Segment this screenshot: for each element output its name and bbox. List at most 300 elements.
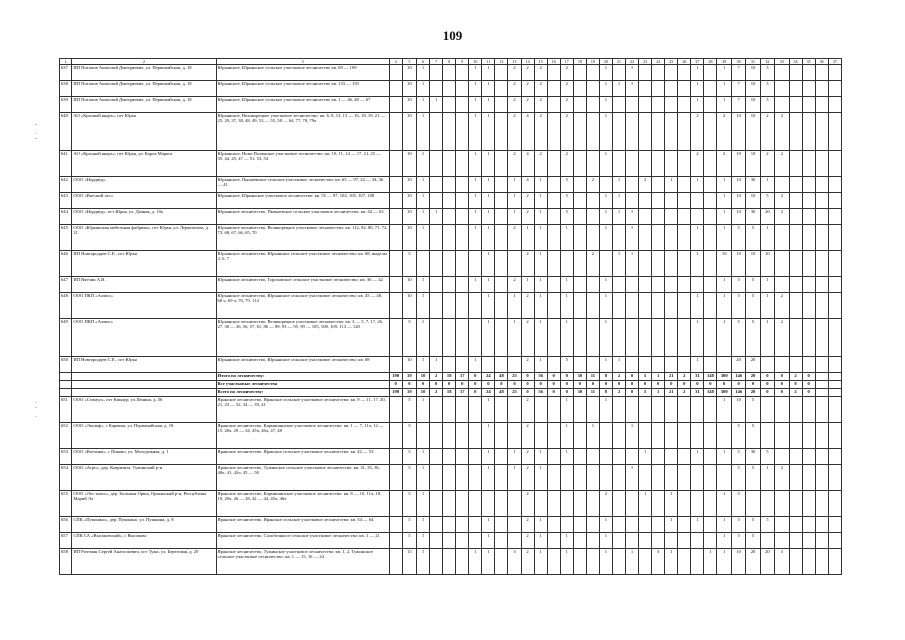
row-number: 645: [60, 225, 72, 251]
totals-value: 0: [760, 381, 774, 389]
location-cell: Юрьянское лесничество, Юрьянское сельское участковое лесничество: кв. 68: [216, 357, 389, 373]
value-cell: [815, 423, 828, 449]
totals-value: 2: [789, 389, 802, 397]
value-cell: 1: [599, 277, 612, 293]
value-cell: 1: [717, 65, 731, 81]
value-cell: [469, 293, 482, 319]
value-cell: [678, 97, 691, 113]
totals-value: 0: [678, 381, 691, 389]
value-cell: [639, 549, 652, 575]
value-cell: [389, 177, 402, 193]
location-cell: Юрьянское лесничество, Пышаевское сельское участковое лесничество: кв. 42 — 63: [216, 209, 389, 225]
value-cell: [704, 423, 717, 449]
totals-label: Итого по лесничеству:: [216, 373, 389, 381]
value-cell: [469, 251, 482, 277]
value-cell: 1: [665, 549, 678, 575]
value-cell: 1: [417, 533, 430, 549]
value-cell: 5: [760, 449, 774, 465]
value-cell: 1: [534, 357, 547, 373]
value-cell: [547, 97, 560, 113]
value-cell: [389, 319, 402, 357]
value-cell: [815, 177, 828, 193]
value-cell: 1: [417, 517, 430, 533]
value-cell: 1: [482, 293, 495, 319]
value-cell: [665, 151, 678, 177]
value-cell: [456, 97, 469, 113]
totals-value: 0: [508, 381, 521, 389]
value-cell: 1: [534, 177, 547, 193]
value-cell: [665, 97, 678, 113]
organization-cell: ООО «Эмсюф», с Кармиш, ул. Первомайская, д. 18: [72, 423, 216, 449]
value-cell: [389, 113, 402, 151]
value-cell: 1: [508, 449, 521, 465]
value-cell: 2: [691, 151, 704, 177]
value-cell: [508, 491, 521, 517]
totals-value: 0: [417, 381, 430, 389]
value-cell: [678, 225, 691, 251]
value-cell: [704, 113, 717, 151]
value-cell: 1: [717, 319, 731, 357]
value-cell: [573, 193, 586, 209]
value-cell: [456, 225, 469, 251]
value-cell: 5: [560, 177, 573, 193]
value-cell: 5: [731, 517, 745, 533]
value-cell: [430, 65, 443, 81]
value-cell: [495, 549, 508, 575]
value-cell: [573, 423, 586, 449]
location-cell: Яранское лесничество, Кармишинское участковое лесничество: кв. 8 — 10, 11ч, 18, 19, 20ч, 26 — 28, 42 — 44, 45ч, 46ч: [216, 491, 389, 517]
value-cell: 10: [731, 177, 745, 193]
value-cell: 1: [482, 209, 495, 225]
location-cell: Яранское лесничество, Яранское сельское участковое лесничество: кв. 9 — 11, 17, 20, 21, 23 — 32, 34 — 39, 41: [216, 397, 389, 423]
value-cell: [612, 65, 625, 81]
value-cell: [430, 251, 443, 277]
value-cell: [443, 177, 456, 193]
value-cell: [789, 293, 802, 319]
value-cell: 4: [521, 151, 534, 177]
value-cell: 2: [775, 293, 789, 319]
value-cell: 10: [402, 81, 416, 97]
value-cell: 20: [746, 549, 760, 575]
value-cell: 1: [586, 423, 599, 449]
value-cell: [639, 97, 652, 113]
value-cell: [652, 81, 665, 97]
value-cell: [586, 397, 599, 423]
value-cell: [665, 357, 678, 373]
value-cell: [626, 293, 639, 319]
value-cell: [586, 465, 599, 491]
value-cell: [443, 209, 456, 225]
value-cell: [389, 97, 402, 113]
totals-value: 31: [691, 373, 704, 381]
value-cell: 1: [717, 293, 731, 319]
value-cell: [789, 151, 802, 177]
value-cell: [639, 357, 652, 373]
value-cell: 1: [691, 449, 704, 465]
value-cell: [547, 65, 560, 81]
row-number: 641: [60, 151, 72, 177]
value-cell: [430, 113, 443, 151]
value-cell: [652, 113, 665, 151]
margin-mark: · ˉ ·: [35, 399, 38, 421]
value-cell: 1: [469, 277, 482, 293]
value-cell: [828, 549, 841, 575]
value-cell: [456, 81, 469, 97]
value-cell: [469, 491, 482, 517]
organization-cell: СПК «Пушкино», дер. Пушкино, ул. Пушкина, д. 8: [72, 517, 216, 533]
value-cell: 1: [599, 225, 612, 251]
column-number: 6: [417, 59, 430, 65]
value-cell: [828, 65, 841, 81]
totals-value: 56: [534, 389, 547, 397]
value-cell: 1: [534, 449, 547, 465]
value-cell: [547, 225, 560, 251]
value-cell: [547, 423, 560, 449]
value-cell: [639, 277, 652, 293]
value-cell: [430, 423, 443, 449]
value-cell: 1: [482, 113, 495, 151]
value-cell: [469, 465, 482, 491]
value-cell: 1: [665, 177, 678, 193]
value-cell: 1: [560, 397, 573, 423]
value-cell: [456, 177, 469, 193]
value-cell: [560, 251, 573, 277]
value-cell: 1: [704, 549, 717, 575]
value-cell: 1: [469, 357, 482, 373]
value-cell: [815, 209, 828, 225]
value-cell: [691, 533, 704, 549]
totals-value: 0: [521, 373, 534, 381]
value-cell: 2: [717, 113, 731, 151]
value-cell: [652, 177, 665, 193]
value-cell: [456, 465, 469, 491]
totals-value: 1: [652, 389, 665, 397]
value-cell: 1: [760, 277, 774, 293]
table-row: [60, 293, 842, 319]
location-cell: Юрьянское лесничество, Юрьянское сельское участковое лесничество: кв. 68, выделы 3, 6, 7: [216, 251, 389, 277]
organization-cell: АО «Красный якорь», пгт Юрья, ул. Карла Маркса: [72, 151, 216, 177]
value-cell: 2: [760, 113, 774, 151]
value-cell: [652, 277, 665, 293]
value-cell: [389, 209, 402, 225]
value-cell: [652, 251, 665, 277]
value-cell: [586, 533, 599, 549]
value-cell: [456, 251, 469, 277]
organization-cell: АО «Красный якорь», пгт Юрья: [72, 113, 216, 151]
value-cell: 20: [746, 357, 760, 373]
value-cell: [389, 449, 402, 465]
value-cell: [828, 423, 841, 449]
value-cell: [802, 533, 815, 549]
value-cell: 1: [508, 177, 521, 193]
value-cell: 2: [521, 65, 534, 81]
value-cell: [612, 491, 625, 517]
value-cell: 1: [417, 81, 430, 97]
value-cell: [691, 277, 704, 293]
value-cell: [586, 357, 599, 373]
value-cell: 2: [521, 319, 534, 357]
value-cell: 2: [775, 151, 789, 177]
value-cell: 7: [731, 81, 745, 97]
value-cell: [802, 151, 815, 177]
totals-value: 2: [678, 373, 691, 381]
value-cell: [495, 397, 508, 423]
value-cell: [495, 65, 508, 81]
value-cell: [691, 549, 704, 575]
value-cell: [828, 357, 841, 373]
value-cell: [789, 193, 802, 209]
value-cell: [815, 193, 828, 209]
value-cell: [815, 549, 828, 575]
value-cell: [704, 193, 717, 209]
value-cell: 2: [534, 97, 547, 113]
value-cell: [678, 251, 691, 277]
value-cell: 2: [508, 65, 521, 81]
value-cell: [389, 491, 402, 517]
value-cell: 10: [402, 113, 416, 151]
value-cell: [573, 449, 586, 465]
value-cell: 10: [731, 397, 745, 423]
table-row: [60, 465, 842, 491]
value-cell: [760, 357, 774, 373]
totals-value: 0: [521, 389, 534, 397]
value-cell: 1: [560, 423, 573, 449]
totals-value: 0: [760, 389, 774, 397]
value-cell: 5: [731, 465, 745, 491]
value-cell: 1: [612, 81, 625, 97]
value-cell: [775, 81, 789, 97]
value-cell: 1: [469, 81, 482, 97]
value-cell: 2: [586, 251, 599, 277]
value-cell: [678, 465, 691, 491]
value-cell: [775, 65, 789, 81]
value-cell: [639, 209, 652, 225]
value-cell: [573, 533, 586, 549]
value-cell: [456, 449, 469, 465]
value-cell: [639, 517, 652, 533]
totals-value: 0: [547, 389, 560, 397]
value-cell: [626, 177, 639, 193]
value-cell: [704, 533, 717, 549]
value-cell: [789, 209, 802, 225]
organization-cell: [72, 381, 216, 389]
value-cell: [547, 397, 560, 423]
location-cell: Яранское лесничество, Тужинское сельское участковое лесничество: кв. 31, 35, 36, 40ч, 41, 42ч, 45 — 50: [216, 465, 389, 491]
value-cell: 1: [639, 491, 652, 517]
value-cell: [547, 193, 560, 209]
value-cell: [828, 151, 841, 177]
value-cell: 10: [402, 209, 416, 225]
value-cell: [652, 491, 665, 517]
value-cell: [443, 225, 456, 251]
value-cell: [547, 517, 560, 533]
totals-value: 0: [547, 373, 560, 381]
value-cell: [665, 251, 678, 277]
value-cell: [828, 491, 841, 517]
value-cell: [828, 113, 841, 151]
value-cell: [586, 491, 599, 517]
value-cell: [389, 193, 402, 209]
value-cell: [789, 65, 802, 81]
value-cell: 10: [746, 151, 760, 177]
row-number: 654: [60, 465, 72, 491]
row-number: 650: [60, 357, 72, 373]
totals-value: 146: [731, 373, 745, 381]
value-cell: [547, 319, 560, 357]
totals-value: 0: [775, 381, 789, 389]
value-cell: 5: [746, 517, 760, 533]
value-cell: 1: [560, 277, 573, 293]
value-cell: [802, 319, 815, 357]
value-cell: [789, 449, 802, 465]
value-cell: [775, 397, 789, 423]
value-cell: 1: [599, 319, 612, 357]
value-cell: [652, 357, 665, 373]
column-number: 22: [626, 59, 639, 65]
totals-value: 0: [430, 381, 443, 389]
value-cell: 4: [521, 113, 534, 151]
column-number: 24: [652, 59, 665, 65]
value-cell: 5: [731, 293, 745, 319]
totals-value: 8: [599, 373, 612, 381]
organization-cell: ООО «Вотчина», с Пиково, ул. Молодежная, д. 1: [72, 449, 216, 465]
totals-value: 0: [560, 373, 573, 381]
value-cell: [704, 491, 717, 517]
value-cell: [573, 277, 586, 293]
value-cell: [789, 225, 802, 251]
value-cell: [802, 193, 815, 209]
column-number: 34: [789, 59, 802, 65]
value-cell: 1: [760, 319, 774, 357]
value-cell: [573, 151, 586, 177]
value-cell: [495, 113, 508, 151]
value-cell: [495, 193, 508, 209]
value-cell: [599, 423, 612, 449]
value-cell: 2: [521, 293, 534, 319]
location-cell: Юрьянское лесничество, Великорецкое участковое лесничество: кв. 3 — 5, 7, 17, 26, 27, 30 — 36, 56, 57, 61, 86 — 89, 93 — 95, 99 — 105, 108, 109, 113 — 120: [216, 319, 389, 357]
row-number: [60, 373, 72, 381]
location-cell: Яранское лесничество, Тужинское участковое лесничество: кв. 1, 2, Тужинское сельское участковое лесничество: кв. 1 — 15, 16 — 24: [216, 549, 389, 575]
value-cell: 1: [612, 209, 625, 225]
value-cell: 1: [417, 225, 430, 251]
value-cell: 7: [731, 97, 745, 113]
totals-row: [60, 373, 842, 381]
value-cell: [815, 277, 828, 293]
location-cell: Яранское лесничество, Салобеляксое сельское участковое лесничество: кв. 1 — 21: [216, 533, 389, 549]
totals-value: [828, 373, 841, 381]
value-cell: 2: [521, 97, 534, 113]
value-cell: 1: [626, 209, 639, 225]
value-cell: [495, 81, 508, 97]
value-cell: [456, 397, 469, 423]
value-cell: [469, 319, 482, 357]
value-cell: [389, 293, 402, 319]
value-cell: 2: [521, 517, 534, 533]
value-cell: [443, 113, 456, 151]
column-number: 18: [573, 59, 586, 65]
value-cell: 1: [482, 277, 495, 293]
value-cell: [626, 97, 639, 113]
value-cell: [815, 357, 828, 373]
value-cell: 5: [760, 193, 774, 209]
value-cell: [547, 465, 560, 491]
value-cell: 2: [521, 465, 534, 491]
totals-value: 5: [639, 373, 652, 381]
value-cell: [639, 81, 652, 97]
value-cell: [612, 319, 625, 357]
value-cell: 1: [482, 465, 495, 491]
column-number: 1: [60, 59, 72, 65]
value-cell: [495, 151, 508, 177]
value-cell: [430, 517, 443, 533]
value-cell: [456, 549, 469, 575]
totals-value: 0: [626, 389, 639, 397]
value-cell: 20: [760, 549, 774, 575]
value-cell: 10: [402, 277, 416, 293]
totals-row: [60, 381, 842, 389]
value-cell: [789, 423, 802, 449]
value-cell: [678, 533, 691, 549]
location-cell: Юрьянское, Юрьянское сельское участковое лесничество кв. 1 — 46, 48 — 67: [216, 97, 389, 113]
value-cell: 1: [417, 97, 430, 113]
value-cell: [612, 97, 625, 113]
value-cell: [495, 423, 508, 449]
column-number: 9: [456, 59, 469, 65]
row-number: 651: [60, 397, 72, 423]
totals-value: 300: [717, 373, 731, 381]
totals-value: 148: [704, 389, 717, 397]
value-cell: 1: [612, 251, 625, 277]
totals-value: 20: [746, 373, 760, 381]
value-cell: [547, 533, 560, 549]
totals-value: 25: [508, 389, 521, 397]
value-cell: 2: [560, 151, 573, 177]
value-cell: [389, 151, 402, 177]
value-cell: 5: [746, 397, 760, 423]
value-cell: [456, 491, 469, 517]
value-cell: 1: [417, 113, 430, 151]
column-number: 7: [430, 59, 443, 65]
value-cell: 1: [560, 293, 573, 319]
value-cell: 2: [760, 151, 774, 177]
value-cell: [717, 423, 731, 449]
value-cell: [775, 449, 789, 465]
value-cell: [469, 517, 482, 533]
totals-value: 0: [789, 381, 802, 389]
organization-cell: ООО «Лес-плюс», дер. Большая Орша, Оршанский р-н, Республика Марий Эл: [72, 491, 216, 517]
value-cell: [678, 319, 691, 357]
row-number: 653: [60, 449, 72, 465]
value-cell: 2: [521, 357, 534, 373]
value-cell: [443, 81, 456, 97]
value-cell: [430, 293, 443, 319]
column-number: 31: [746, 59, 760, 65]
value-cell: [469, 533, 482, 549]
value-cell: [815, 81, 828, 97]
value-cell: [586, 193, 599, 209]
value-cell: [430, 193, 443, 209]
totals-value: 0: [775, 373, 789, 381]
totals-value: 0: [612, 381, 625, 389]
table-row: [60, 397, 842, 423]
totals-value: 19: [402, 373, 416, 381]
value-cell: [389, 397, 402, 423]
value-cell: 2: [508, 113, 521, 151]
value-cell: [626, 277, 639, 293]
value-cell: 1: [626, 81, 639, 97]
value-cell: 1: [691, 517, 704, 533]
value-cell: 1: [482, 151, 495, 177]
